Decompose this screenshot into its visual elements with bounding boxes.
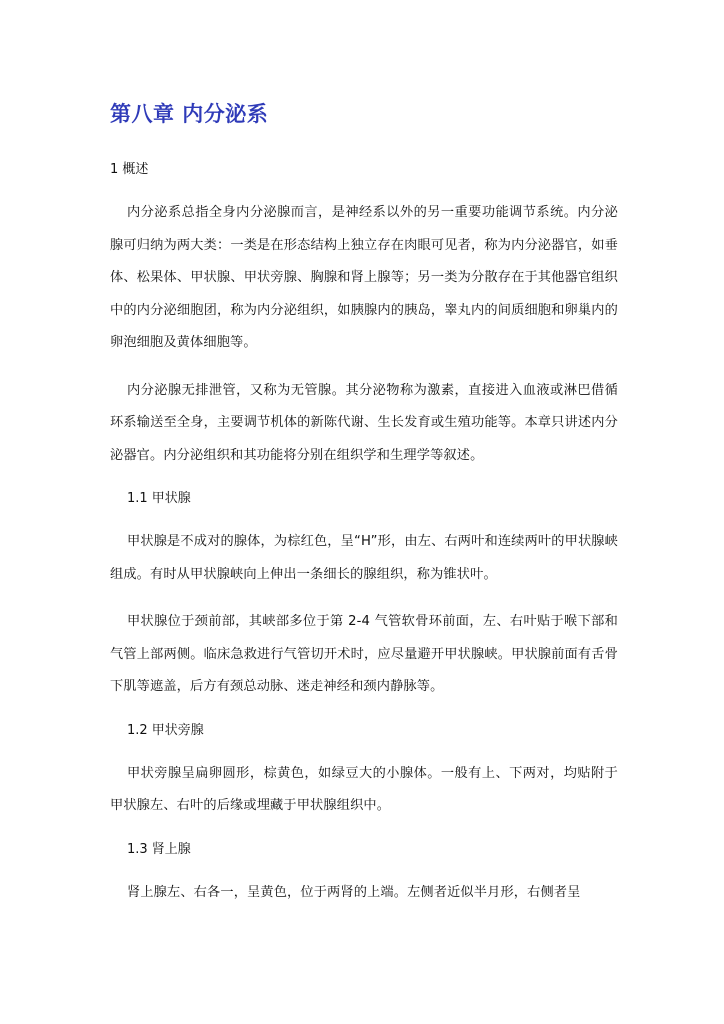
section-heading-adrenal: 1.3 肾上腺: [127, 841, 191, 857]
paragraph: 甲状腺位于颈前部，其峡部多位于第 2-4 气管软骨环前面，左、右叶贴于喉下部和气管上部两侧。临床急救进行气管切开术时，应尽量避开甲状腺峡。甲状腺前面有舌骨下肌等遮盖，后方有颈总动脉、迷走神经和颈内静脉等。: [110, 614, 618, 694]
document-body: [110, 158, 618, 924]
paragraph: 甲状腺是不成对的腺体，为棕红色，呈“H”形，由左、右两叶和连续两叶的甲状腺峡组成。有时从甲状腺峡向上伸出一条细长的腺组织，称为锥状叶。: [110, 534, 618, 582]
chapter-title: 第八章 内分泌系: [110, 102, 269, 126]
paragraph: 肾上腺左、右各一，呈黄色，位于两肾的上端。左侧者近似半月形，右侧者呈: [127, 884, 581, 900]
section-heading-thyroid: 1.1 甲状腺: [127, 491, 191, 506]
paragraph: 内分泌腺无排泄管，又称为无管腺。其分泌物称为激素，直接进入血液或淋巴借循环系输送至全身，主要调节机体的新陈代谢、生长发育或生殖功能等。本章只讲述内分泌器官。内分泌组织和其功能将分别在组织学和生理学等叙述。: [110, 382, 618, 463]
paragraph: 内分泌系总指全身内分泌腺而言，是神经系以外的另一重要功能调节系统。内分泌腺可归纳为两大类：一类是在形态结构上独立存在肉眼可见者，称为内分泌器官，如垂体、松果体、甲状腺、甲状旁腺、胸腺和肾上腺等；另一类为分散存在于其他器官组织中的内分泌细胞团，称为内分泌组织，如胰腺内的胰岛，睾丸内的间质细胞和卵巢内的卵泡细胞及黄体细胞等。: [110, 205, 618, 350]
section-heading-parathyroid: 1.2 甲状旁腺: [127, 722, 204, 738]
paragraph: 甲状旁腺呈扁卵圆形，棕黄色，如绿豆大的小腺体。一般有上、下两对，均贴附于甲状腺左、右叶的后缘或埋藏于甲状腺组织中。: [110, 765, 618, 813]
section-heading-overview: 1 概述: [110, 162, 149, 177]
